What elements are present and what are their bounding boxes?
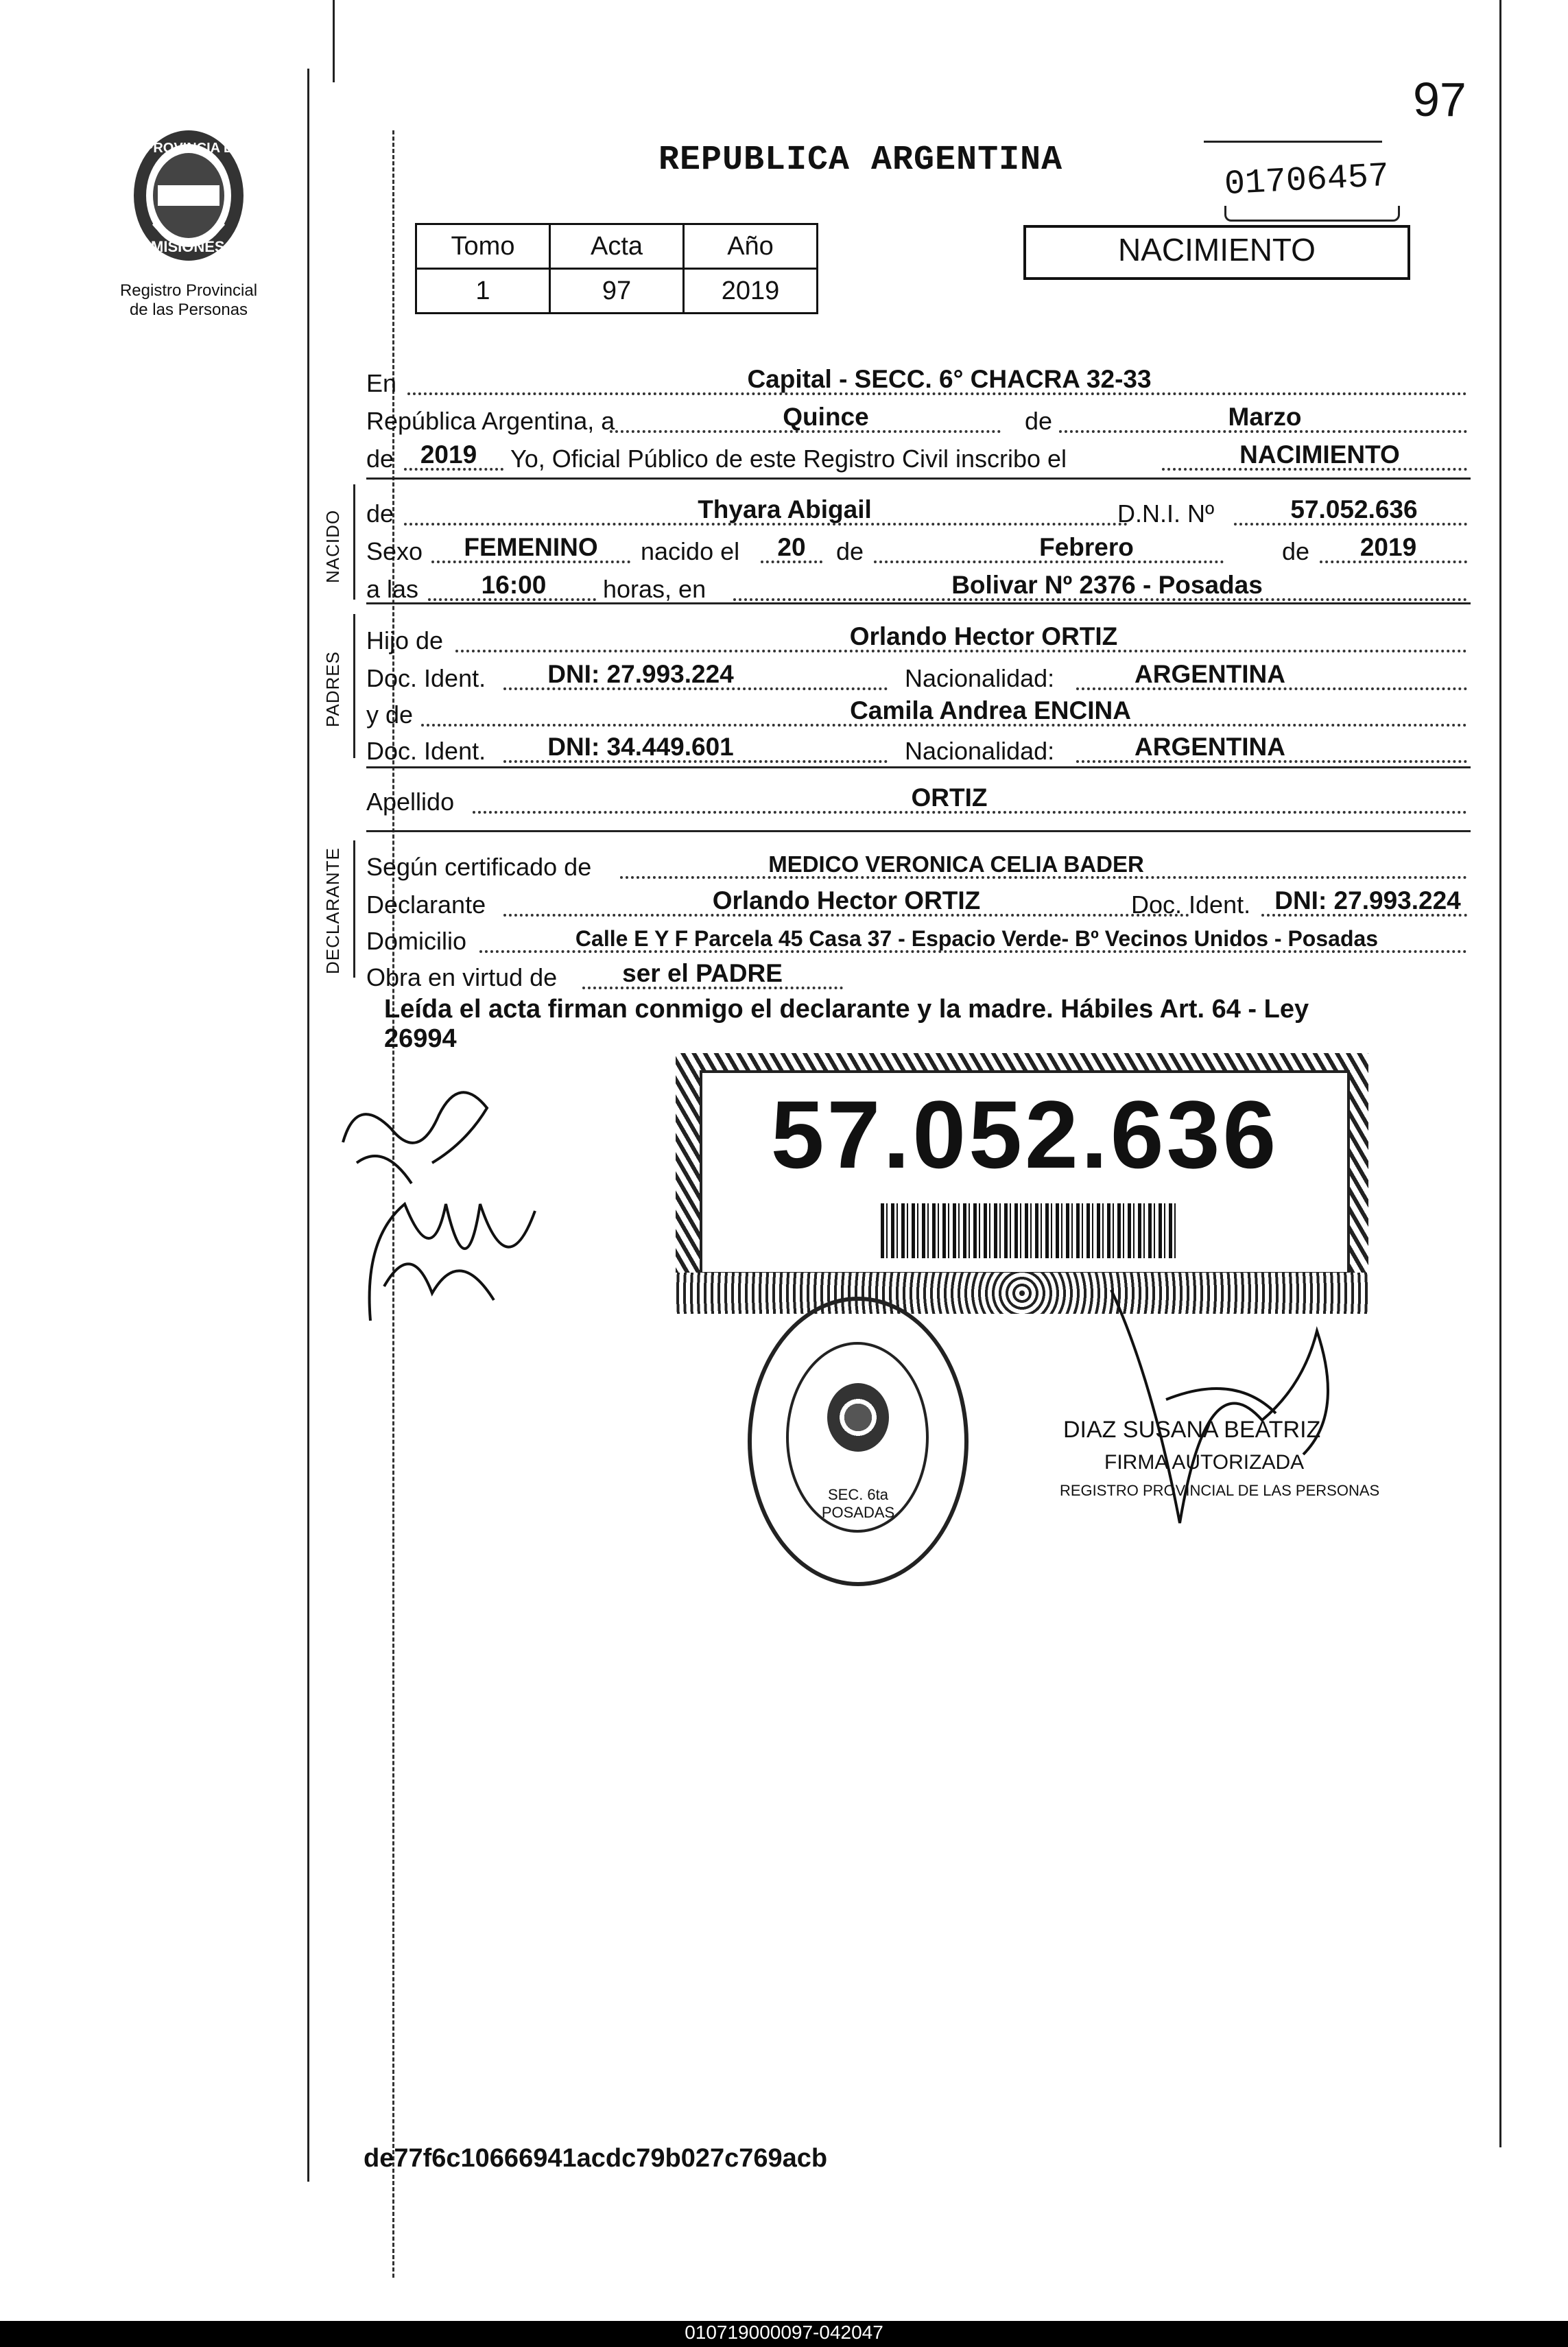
father-name: Orlando Hector ORTIZ — [849, 622, 1118, 650]
registration-year: 2019 — [420, 440, 477, 469]
mother-name: Camila Andrea ENCINA — [850, 696, 1131, 724]
apellido-label: Apellido — [366, 788, 455, 816]
seal-inner-text: SEC. 6ta POSADAS — [821, 1486, 895, 1521]
de3-label: de — [836, 537, 864, 565]
closing-text — [384, 995, 1454, 1054]
section-bracket — [353, 840, 355, 978]
signer-org: REGISTRO PROVINCIAL DE LAS PERSONAS — [1060, 1482, 1380, 1499]
row-domicilio — [366, 921, 1471, 960]
declarant-name: Orlando Hector ORTIZ — [712, 886, 981, 915]
act-type: NACIMIENTO — [1239, 440, 1400, 469]
sexo-label: Sexo — [366, 537, 423, 565]
de-label: de — [1025, 407, 1053, 435]
province-logo — [117, 127, 261, 278]
row-certificado — [366, 847, 1471, 886]
logo-ring-bottom: MISIONES — [151, 238, 225, 255]
logo-caption-line2: de las Personas — [129, 300, 248, 319]
serial-overline — [1204, 141, 1382, 143]
mother-nationality: ARGENTINA — [1135, 733, 1285, 761]
left-margin-line — [333, 0, 335, 82]
section-divider — [366, 830, 1471, 832]
certifying-doctor: MEDICO VERONICA CELIA BADER — [768, 851, 1144, 877]
side-label-declarante: DECLARANTE — [322, 847, 343, 974]
row-name — [366, 494, 1471, 532]
row-en — [366, 364, 1471, 402]
dni-barcode-label — [676, 1053, 1368, 1314]
declarant-dni: DNI: 27.993.224 — [1274, 886, 1461, 915]
row-declarante — [366, 885, 1471, 923]
row-apellido — [366, 782, 1471, 821]
doc3-label: Doc. Ident. — [1131, 891, 1251, 919]
mother-dni: DNI: 34.449.601 — [547, 733, 734, 761]
logo-caption — [82, 281, 295, 320]
value-tomo: 1 — [416, 269, 550, 314]
surname: ORTIZ — [911, 783, 988, 812]
seal-emblem-icon — [827, 1383, 889, 1452]
row-father-doc — [366, 659, 1471, 697]
place-of-registration: Capital - SECC. 6° CHACRA 32-33 — [747, 365, 1152, 393]
nacido-label: nacido el — [641, 537, 740, 565]
signature-mark — [329, 1067, 556, 1328]
en-label: En — [366, 369, 397, 397]
child-name: Thyara Abigail — [698, 495, 872, 523]
domicilio-label: Domicilio — [366, 927, 467, 955]
row-father — [366, 621, 1471, 659]
birth-year: 2019 — [1359, 533, 1417, 561]
section-bracket — [353, 484, 355, 600]
page-number: 97 — [1413, 73, 1466, 126]
record-table — [415, 223, 818, 314]
registration-month: Marzo — [1228, 403, 1302, 431]
declarante-label: Declarante — [366, 891, 486, 919]
left-margin-line — [307, 69, 309, 2182]
logo-caption-line1: Registro Provincial — [119, 281, 258, 300]
obra-label: Obra en virtud de — [366, 963, 558, 991]
hijo-label: Hijo de — [366, 626, 444, 654]
declarant-relation: ser el PADRE — [622, 959, 783, 987]
page-title: REPUBLICA ARGENTINA — [658, 141, 1063, 180]
horas-label: horas, en — [603, 575, 706, 603]
logo-ring-top: PROVINCIA DE — [144, 141, 243, 156]
child-dni: 57.052.636 — [1290, 495, 1418, 523]
row-sexo — [366, 532, 1471, 570]
official-seal — [748, 1297, 969, 1586]
birth-day: 20 — [777, 533, 806, 561]
serial-underline — [1224, 206, 1400, 222]
alas-label: a las — [366, 575, 419, 603]
section-bracket — [353, 614, 355, 758]
header-ano: Año — [684, 224, 818, 269]
inscribo-label: Yo, Oficial Público de este Registro Civil inscribo el — [510, 445, 1067, 473]
row-republica — [366, 401, 1471, 440]
birth-month: Febrero — [1039, 533, 1134, 561]
right-margin-line — [1499, 0, 1501, 2147]
row-hora — [366, 569, 1471, 608]
signer-role: FIRMA AUTORIZADA — [1104, 1451, 1305, 1474]
closing-line-2: 26994 — [384, 1024, 457, 1053]
de2-label: de — [366, 445, 394, 473]
doc1-label: Doc. Ident. — [366, 664, 486, 692]
side-label-padres: PADRES — [322, 651, 343, 727]
row-obra — [366, 958, 1471, 996]
header-acta: Acta — [550, 224, 684, 269]
barcode-icon — [881, 1203, 1176, 1258]
child-sex: FEMENINO — [464, 533, 598, 561]
birth-place: Bolivar Nº 2376 - Posadas — [951, 571, 1263, 599]
rep-label: República Argentina, a — [366, 407, 615, 435]
father-nationality: ARGENTINA — [1135, 660, 1285, 688]
section-divider — [366, 477, 1471, 480]
de4-label: de — [1282, 537, 1310, 565]
father-dni: DNI: 27.993.224 — [547, 660, 734, 688]
footer-code: 010719000097-042047 — [0, 2321, 1568, 2347]
row-mother — [366, 695, 1471, 733]
doc2-label: Doc. Ident. — [366, 737, 486, 765]
registration-day: Quince — [783, 403, 869, 431]
serial-number: 01706457 — [1223, 156, 1390, 205]
nac2-label: Nacionalidad: — [905, 737, 1055, 765]
value-ano: 2019 — [684, 269, 818, 314]
value-acta: 97 — [550, 269, 684, 314]
authorized-signature — [1097, 1276, 1358, 1550]
signer-name: DIAZ SUSANA BEATRIZ — [1063, 1417, 1321, 1443]
document-type-box: NACIMIENTO — [1023, 225, 1410, 280]
declarant-address: Calle E Y F Parcela 45 Casa 37 - Espacio Verde- Bº Vecinos Unidos - Posadas — [575, 926, 1379, 951]
side-label-nacido: NACIDO — [322, 509, 343, 583]
row-inscribo — [366, 439, 1471, 477]
segun-label: Según certificado de — [366, 853, 592, 881]
barcode-number: 57.052.636 — [770, 1081, 1279, 1188]
closing-line-1: Leída el acta firman conmigo el declarante y la madre. Hábiles Art. 64 - Ley — [384, 995, 1309, 1024]
header-tomo: Tomo — [416, 224, 550, 269]
nac1-label: Nacionalidad: — [905, 664, 1055, 692]
document-hash: de77f6c10666941acdc79b027c769acb — [364, 2144, 828, 2173]
birth-hour: 16:00 — [481, 571, 547, 599]
row-mother-doc — [366, 731, 1471, 770]
dni-label: D.N.I. Nº — [1117, 499, 1215, 528]
yde-label: y de — [366, 700, 414, 729]
name-label: de — [366, 499, 394, 528]
